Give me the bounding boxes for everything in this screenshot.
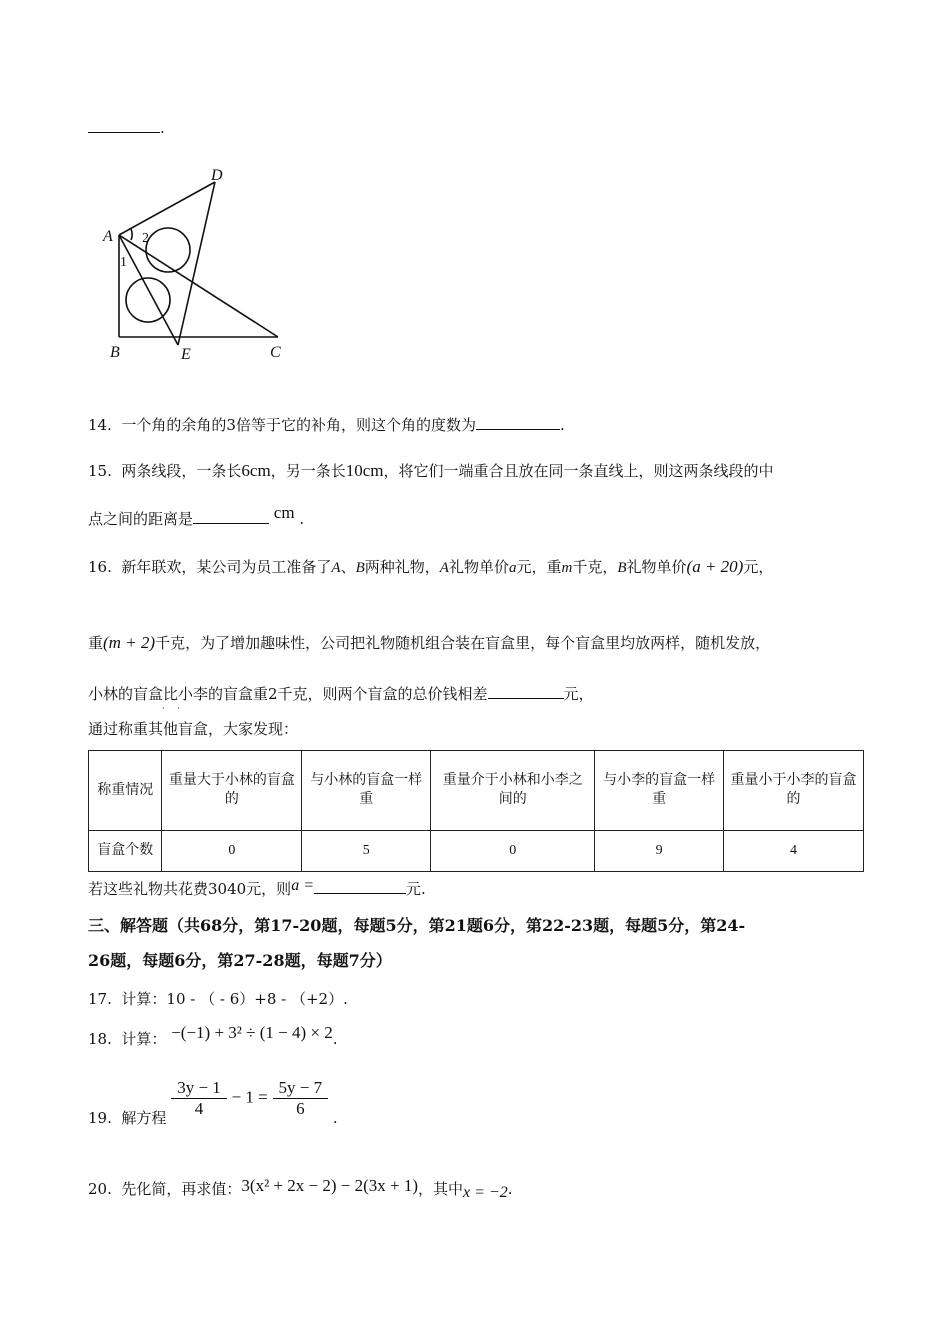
table-cell: 与小林的盲盒一样重: [302, 751, 431, 831]
table-cell: 9: [595, 830, 724, 871]
question-16-line4: 通过称重其他盲盒，大家发现：: [88, 720, 299, 738]
q13-answer-line: .: [88, 118, 165, 137]
q16-blank-1[interactable]: [488, 684, 564, 699]
question-15-line2: 点之间的距离是 cm .: [88, 503, 305, 528]
question-16-line1: 16. 新年联欢，某公司为员工准备了A、B两种礼物，A礼物单价a元，重m千克，B礼物单价(a + 20)元，: [88, 557, 774, 576]
label-c: C: [270, 344, 281, 361]
table-cell: 重量介于小林和小李之间的: [431, 751, 595, 831]
q20-expression: 3(x² + 2x − 2) − 2(3x + 1): [241, 1176, 419, 1195]
table-cell: 5: [302, 830, 431, 871]
q18-expression: −(−1) + 3² ÷ (1 − 4) × 2: [171, 1023, 333, 1042]
question-15-line1: 15. 两条线段，一条长6cm，另一条长10cm，将它们一端重合且放在同一条直线上，则这两条线段的中: [88, 461, 774, 480]
question-18: 18. 计算： −(−1) + 3² ÷ (1 − 4) × 2.: [88, 1023, 338, 1048]
q16-blank-2[interactable]: [314, 879, 406, 894]
label-d: D: [211, 167, 223, 184]
table-cell: 重量大于小林的盲盒的: [162, 751, 302, 831]
question-16-line2: 重(m + 2)千克，为了增加趣味性，公司把礼物随机组合装在盲盒里，每个盲盒里均放两样，随机发放，: [88, 633, 771, 652]
question-16-line3: 小林的盲盒比小李的盲盒重2千克，则两个盲盒的总价钱相差 元，: [88, 685, 594, 703]
circle-lower: [126, 278, 170, 322]
question-16-line5: 若这些礼物共花费3040元，则a = 元.: [88, 877, 426, 898]
circle-upper: [146, 228, 190, 272]
question-19: 19. 解方程 $\frac{3y - 1}{4}$ − 1 = $\frac{5y - 7}{6}$ .: [88, 1078, 338, 1127]
label-b: B: [110, 344, 120, 361]
emphasis-dot: ·: [177, 704, 180, 714]
label-a: A: [103, 228, 113, 245]
label-e: E: [181, 346, 191, 363]
segment-de: [178, 182, 215, 345]
table-row: [89, 830, 864, 871]
table-cell: 0: [162, 830, 302, 871]
table-cell: 4: [724, 830, 864, 871]
segment-ad: [119, 182, 215, 235]
table-cell: 0: [431, 830, 595, 871]
emphasis-dot: ·: [162, 704, 165, 714]
table-cell: 与小李的盲盒一样重: [595, 751, 724, 831]
q19-left-fraction: $\frac{3y - 1}{4}$: [171, 1078, 227, 1119]
q15-blank[interactable]: [193, 509, 269, 524]
table-header-row: [89, 751, 864, 831]
label-angle-2: 2: [142, 231, 149, 246]
weighing-table: [88, 750, 864, 872]
section-heading: 三、解答题（共68分，第17-20题，每题5分，第21题6分，第22-23题，每题5分，第24-: [88, 916, 746, 935]
question-17: 17. 计算：10 - （ - 6）+8 - （+2）.: [88, 990, 348, 1008]
q14-blank[interactable]: [476, 415, 560, 430]
table-cell: 称重情况: [89, 751, 162, 831]
section-heading-cont: 26题，每题6分，第27-28题，每题7分）: [88, 951, 392, 970]
table-cell: 重量小于小李的盲盒的: [724, 751, 864, 831]
question-14: 14. 一个角的余角的3倍等于它的补角，则这个角的度数为 .: [88, 416, 565, 434]
question-20: 20. 先化简，再求值：3(x² + 2x − 2) − 2(3x + 1)，其中x = −2.: [88, 1176, 513, 1201]
angle-2-arc: [131, 229, 132, 240]
geometry-figure: [98, 160, 298, 370]
label-angle-1: 1: [120, 255, 127, 270]
table-cell: 盲盒个数: [89, 830, 162, 871]
q19-right-fraction: $\frac{5y - 7}{6}$: [273, 1078, 329, 1119]
q13-blank[interactable]: [88, 118, 160, 133]
